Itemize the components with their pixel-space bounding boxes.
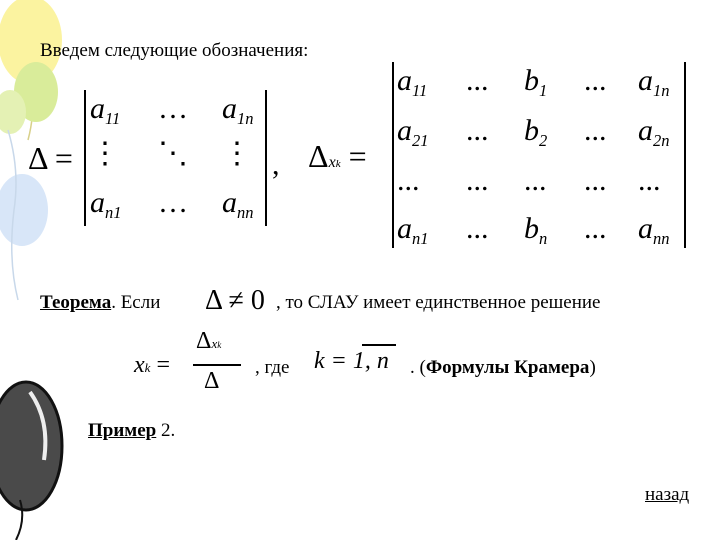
- matrix-cell: ...: [466, 164, 489, 197]
- matrix-cell: ...: [584, 212, 607, 245]
- matrix-cell: $b_n$: [524, 212, 548, 248]
- matrix-cell: ...: [524, 164, 547, 197]
- matrix-cell: $a_{nn}$: [222, 186, 254, 222]
- delta-symbol: Δ: [308, 138, 329, 174]
- formula-var: xk =: [134, 352, 170, 378]
- example-number: 2.: [156, 420, 176, 441]
- example-label[interactable]: Пример: [88, 420, 157, 441]
- fraction-bar: [193, 364, 241, 366]
- matrix-cell: $b_2$: [524, 114, 548, 150]
- delta-xk-lhs: [308, 138, 367, 175]
- cramer-name: Формулы Крамера: [425, 357, 590, 378]
- matrix-cell: $a_{21}$: [397, 114, 429, 150]
- matrix-cell: ...: [397, 164, 420, 197]
- example-line[interactable]: [88, 420, 175, 442]
- matrix-cell: $b_1$: [524, 64, 548, 100]
- matrix-cell: ⋮: [90, 137, 120, 170]
- theorem-conclusion: , то СЛАУ имеет единственное решение: [276, 292, 601, 313]
- matrix-cell: $a_{n1}$: [90, 186, 122, 222]
- equals-sign: =: [348, 138, 367, 174]
- matrix-cell: ⋱: [158, 137, 188, 170]
- matrix-cell: …: [158, 92, 188, 125]
- formula-tail: . (Формулы Крамера): [410, 357, 596, 378]
- matrix-cell: $a_{1n}$: [638, 64, 670, 100]
- matrix-cell: $a_{11}$: [90, 92, 121, 128]
- matrix-cell: ...: [466, 114, 489, 147]
- matrix-cell: ...: [466, 64, 489, 97]
- delta-sub-k: k: [335, 158, 341, 170]
- left-bar: [392, 62, 394, 248]
- comma: ,: [272, 148, 280, 181]
- delta-lhs: [28, 140, 73, 177]
- equals-sign: =: [54, 140, 73, 176]
- left-bar: [84, 90, 86, 226]
- theorem-condition: Δ ≠ 0: [205, 285, 265, 316]
- matrix-cell: ...: [584, 64, 607, 97]
- formula-denominator: Δ: [204, 368, 220, 394]
- matrix-cell: ⋮: [222, 137, 252, 170]
- matrix-cell: $a_{nn}$: [638, 212, 670, 248]
- matrix-cell: ...: [584, 164, 607, 197]
- back-link[interactable]: назад: [645, 484, 690, 505]
- matrix-cell: $a_{11}$: [397, 64, 428, 100]
- delta-sub-x: x: [328, 154, 336, 171]
- delta-symbol: Δ: [28, 140, 47, 176]
- right-bar: [684, 62, 686, 248]
- matrix-cell: $a_{1n}$: [222, 92, 254, 128]
- matrix-cell: ...: [466, 212, 489, 245]
- matrix-cell: $a_{n1}$: [397, 212, 429, 248]
- theorem-line: [40, 292, 160, 314]
- intro-text: Введем следующие обозначения:: [40, 40, 309, 61]
- matrix-cell: ...: [584, 114, 607, 147]
- formula-k-range: k = 1, n: [314, 348, 389, 374]
- theorem-label: Теорема: [40, 292, 112, 313]
- matrix-cell: ...: [638, 164, 661, 197]
- overline-1n: [362, 344, 396, 346]
- theorem-if: . Если: [111, 292, 161, 313]
- balloon-dark: [0, 382, 62, 540]
- matrix-cell: …: [158, 186, 188, 219]
- formula-where: , где: [255, 357, 290, 378]
- right-bar: [265, 90, 267, 226]
- matrix-cell: $a_{2n}$: [638, 114, 670, 150]
- formula-numerator: Δxk: [196, 328, 222, 354]
